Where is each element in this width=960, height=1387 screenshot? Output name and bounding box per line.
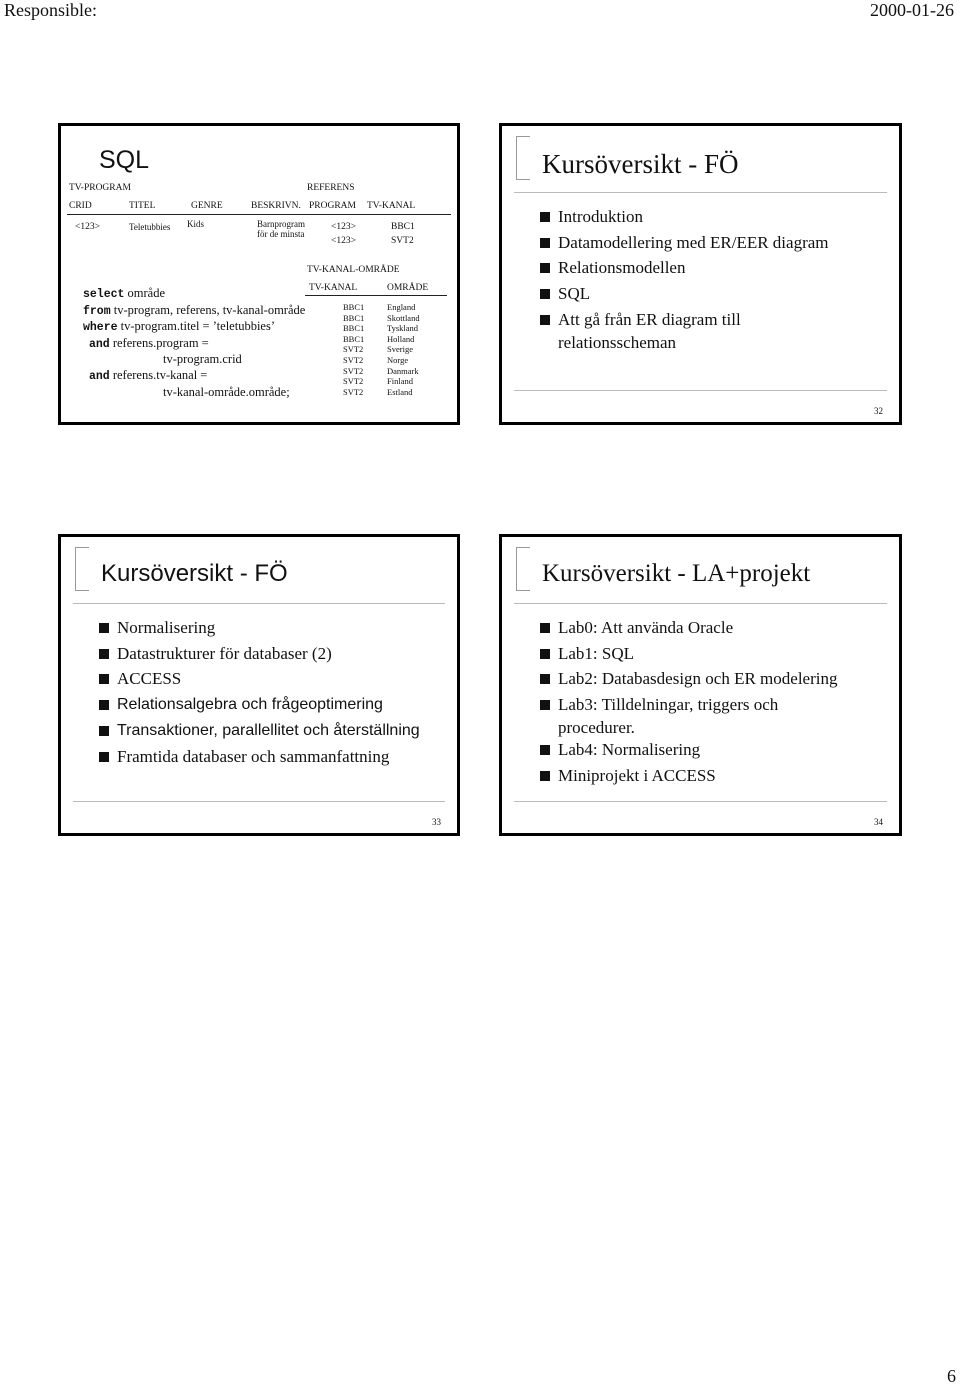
table-cell: England xyxy=(387,302,416,312)
sql-keyword: and xyxy=(89,369,110,383)
table-name-tv-kanal-omrade: TV-KANAL-OMRÅDE xyxy=(307,265,400,275)
bullet-icon xyxy=(540,623,550,633)
column-header: TV-KANAL xyxy=(309,283,358,293)
bullet-icon xyxy=(99,674,109,684)
table-rule xyxy=(305,295,447,296)
bullet-list xyxy=(540,204,829,352)
sql-keyword: and xyxy=(89,337,110,351)
omrade-column xyxy=(387,302,420,397)
table-cell: Norge xyxy=(387,354,409,365)
title-frame xyxy=(516,136,530,180)
slide-page-number: 34 xyxy=(874,817,883,827)
bullet-list xyxy=(99,615,420,769)
bullet-icon xyxy=(99,649,109,659)
sql-clause: område xyxy=(124,286,166,300)
bullet-icon xyxy=(540,289,550,299)
bullet-icon xyxy=(99,700,109,710)
table-cell: Finland xyxy=(387,376,413,387)
bullet-item: Lab1: SQL xyxy=(540,641,837,667)
slide-title: Kursöversikt - FÖ xyxy=(542,149,739,179)
bullet-item: Transaktioner, parallellitet och återställning xyxy=(99,718,420,744)
tv-kanal-column xyxy=(343,302,364,397)
document-date: 2000-01-26 xyxy=(870,0,954,20)
bullet-icon xyxy=(540,649,550,659)
bullet-icon xyxy=(99,752,109,762)
table-name-tv-program: TV-PROGRAM xyxy=(69,183,131,193)
column-header: GENRE xyxy=(191,201,223,211)
table-cell: Skottland xyxy=(387,312,420,323)
bullet-item-continuation: relationsscheman xyxy=(558,332,677,352)
column-header: BESKRIVN. xyxy=(251,201,301,211)
sql-clause: tv-program.crid xyxy=(163,352,242,367)
slide-kursoversikt-fo-1 xyxy=(499,123,902,425)
bullet-item: Datamodellering med ER/EER diagram xyxy=(540,230,829,256)
slide-page-number: 32 xyxy=(874,406,883,416)
table-cell: Teletubbies xyxy=(129,222,171,232)
bullet-icon xyxy=(540,212,550,222)
footer-rule xyxy=(73,801,445,802)
bullet-icon xyxy=(540,674,550,684)
column-header: CRID xyxy=(69,201,92,211)
table-cell: SVT2 xyxy=(343,376,364,387)
table-cell: <123> xyxy=(331,222,356,232)
sql-query xyxy=(83,286,305,400)
table-cell: för de minsta xyxy=(257,229,305,239)
table-cell: Kids xyxy=(187,219,205,229)
title-frame xyxy=(75,547,89,591)
title-rule xyxy=(73,603,445,604)
bullet-item: Lab3: Tilldelningar, triggers och xyxy=(540,692,837,718)
bullet-item: Framtida databaser och sammanfattning xyxy=(99,744,420,770)
table-cell: Tyskland xyxy=(387,323,419,334)
table-cell: BBC1 xyxy=(391,222,415,232)
sql-keyword: where xyxy=(83,321,118,335)
table-cell: <123> xyxy=(331,236,356,246)
column-header: PROGRAM xyxy=(309,201,356,211)
bullet-icon xyxy=(99,726,109,736)
column-header: TITEL xyxy=(129,201,156,211)
table-rule xyxy=(67,214,451,215)
bullet-item: Lab0: Att använda Oracle xyxy=(540,615,837,641)
bullet-item: Relationsmodellen xyxy=(540,255,829,281)
table-cell: BBC1 xyxy=(343,312,365,323)
bullet-item: ACCESS xyxy=(99,666,420,692)
table-cell: Barnprogram xyxy=(257,219,305,229)
column-header: OMRÅDE xyxy=(387,283,429,293)
table-cell: Estland xyxy=(387,386,413,397)
bullet-item: Introduktion xyxy=(540,204,829,230)
slide-sql xyxy=(58,123,460,425)
sql-keyword: from xyxy=(83,304,111,318)
bullet-item: Miniprojekt i ACCESS xyxy=(540,763,837,789)
table-cell: Holland xyxy=(387,333,415,344)
table-cell: SVT2 xyxy=(343,354,364,365)
sql-keyword: select xyxy=(83,288,125,301)
title-frame xyxy=(516,547,530,591)
title-rule xyxy=(514,192,887,193)
bullet-item: Datastrukturer för databaser (2) xyxy=(99,641,420,667)
bullet-item-continuation: procedurer. xyxy=(558,717,635,737)
sql-clause: tv-program.titel = ’teletubbies’ xyxy=(117,319,275,334)
column-header: TV-KANAL xyxy=(367,201,416,211)
bullet-icon xyxy=(540,315,550,325)
bullet-icon xyxy=(540,745,550,755)
footer-rule xyxy=(514,390,887,391)
slide-kursoversikt-fo-2 xyxy=(58,534,460,836)
title-rule xyxy=(514,603,887,604)
bullet-icon xyxy=(540,771,550,781)
sql-clause: referens.tv-kanal = xyxy=(109,367,208,382)
sql-clause: referens.program = xyxy=(109,335,209,350)
table-cell: SVT2 xyxy=(391,236,414,246)
bullet-item: Normalisering xyxy=(99,615,420,641)
table-cell: BBC1 xyxy=(343,323,365,334)
bullet-item: SQL xyxy=(540,281,829,307)
bullet-list xyxy=(540,615,837,788)
bullet-icon xyxy=(540,263,550,273)
bullet-item: Att gå från ER diagram till xyxy=(540,307,829,333)
slide-title: Kursöversikt - FÖ xyxy=(101,560,288,587)
table-cell: SVT2 xyxy=(343,344,364,355)
slide-title: Kursöversikt - LA+projekt xyxy=(542,560,811,587)
sql-clause: tv-program, referens, tv-kanal-område xyxy=(110,302,306,317)
slide-title: SQL xyxy=(99,146,150,174)
bullet-icon xyxy=(540,238,550,248)
slide-page-number: 33 xyxy=(432,817,441,827)
bullet-icon xyxy=(99,623,109,633)
sql-clause: tv-kanal-område.område; xyxy=(163,384,290,399)
responsible-label: Responsible: xyxy=(4,0,97,20)
table-cell: <123> xyxy=(75,222,100,232)
bullet-item: Lab4: Normalisering xyxy=(540,737,837,763)
table-cell: SVT2 xyxy=(343,365,364,376)
table-cell: SVT2 xyxy=(343,386,364,397)
table-cell: BBC1 xyxy=(343,333,365,344)
table-cell: Danmark xyxy=(387,365,419,376)
table-name-referens: REFERENS xyxy=(307,183,355,193)
bullet-item: Lab2: Databasdesign och ER modelering xyxy=(540,666,837,692)
bullet-icon xyxy=(540,700,550,710)
bullet-item: Relationsalgebra och frågeoptimering xyxy=(99,692,420,718)
slide-kursoversikt-la-projekt xyxy=(499,534,902,836)
table-cell: Sverige xyxy=(387,344,413,355)
page-number: 6 xyxy=(947,1366,956,1386)
footer-rule xyxy=(514,801,887,802)
table-cell: BBC1 xyxy=(343,302,365,312)
